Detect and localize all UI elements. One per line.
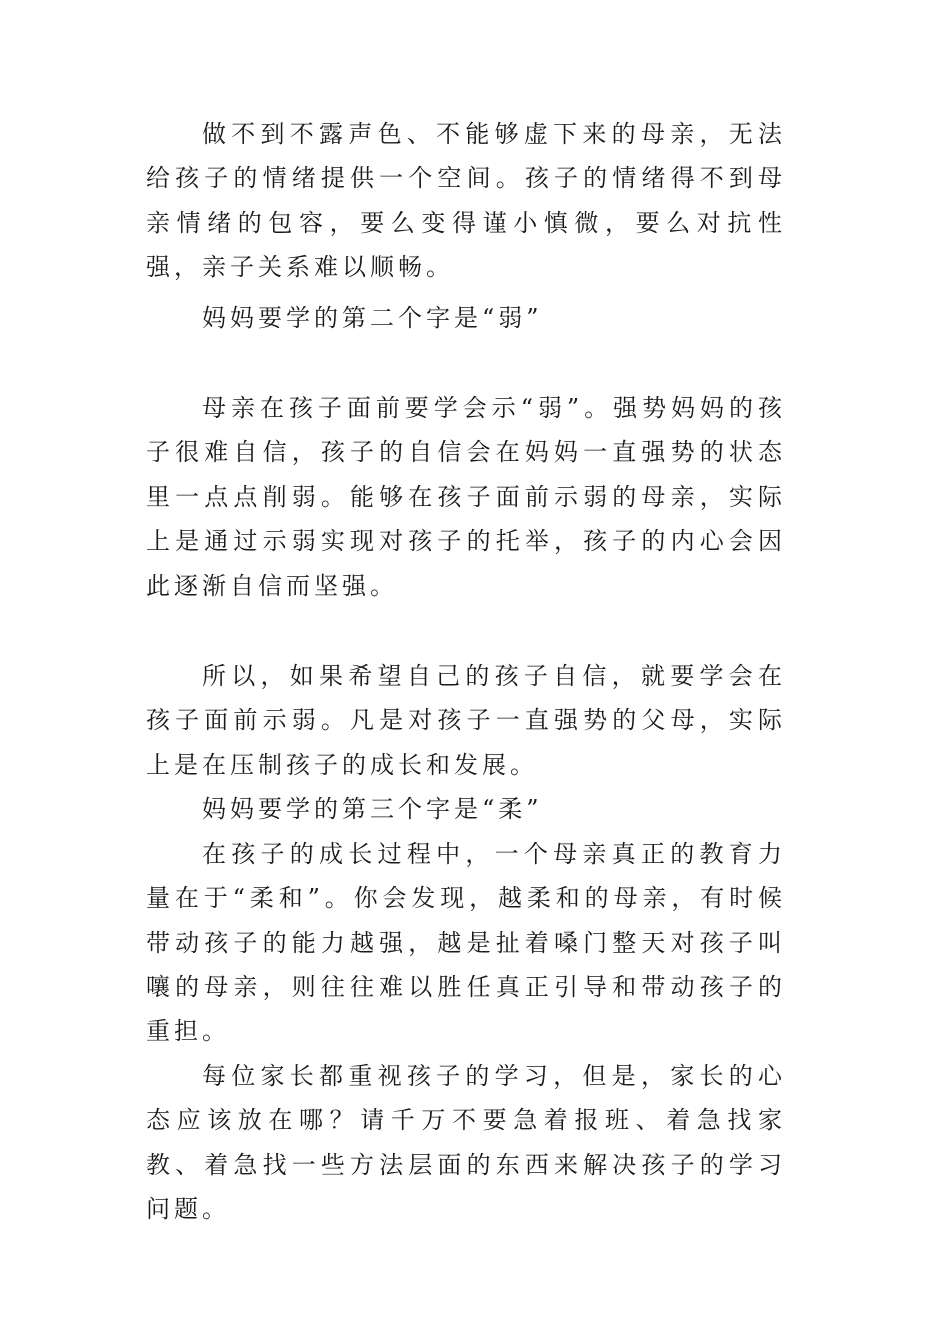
- paragraph: 做不到不露声色、不能够虚下来的母亲，无法给孩子的情绪提供一个空间。孩子的情绪得不到母亲情绪的包容，要么变得谨小慎微，要么对抗性强，亲子关系难以顺畅。: [146, 120, 786, 282]
- section-heading: 妈妈要学的第三个字是“柔”: [202, 795, 543, 824]
- spacer: [146, 608, 786, 654]
- section-heading: 妈妈要学的第二个字是“弱”: [202, 303, 543, 332]
- document-page: [146, 112, 786, 1231]
- paragraph: 母亲在孩子面前要学会示“弱”。强势妈妈的孩子很难自信，孩子的自信会在妈妈一直强势的状态里一点点削弱。能够在孩子面前示弱的母亲，实际上是通过示弱实现对孩子的托举，孩子的内心会因此逐渐自信而坚强。: [146, 394, 786, 600]
- paragraph: 在孩子的成长过程中，一个母亲真正的教育力量在于“柔和”。你会发现，越柔和的母亲，有时候带动孩子的能力越强，越是扯着嗓门整天对孩子叫嚷的母亲，则往往难以胜任真正引导和带动孩子的重担。: [146, 839, 786, 1046]
- spacer: [146, 340, 786, 386]
- paragraph: 每位家长都重视孩子的学习，但是，家长的心态应该放在哪？请千万不要急着报班、着急找家教、着急找一些方法层面的东西来解决孩子的学习问题。: [146, 1061, 786, 1223]
- paragraph: 所以，如果希望自己的孩子自信，就要学会在孩子面前示弱。凡是对孩子一直强势的父母，实际上是在压制孩子的成长和发展。: [146, 662, 786, 779]
